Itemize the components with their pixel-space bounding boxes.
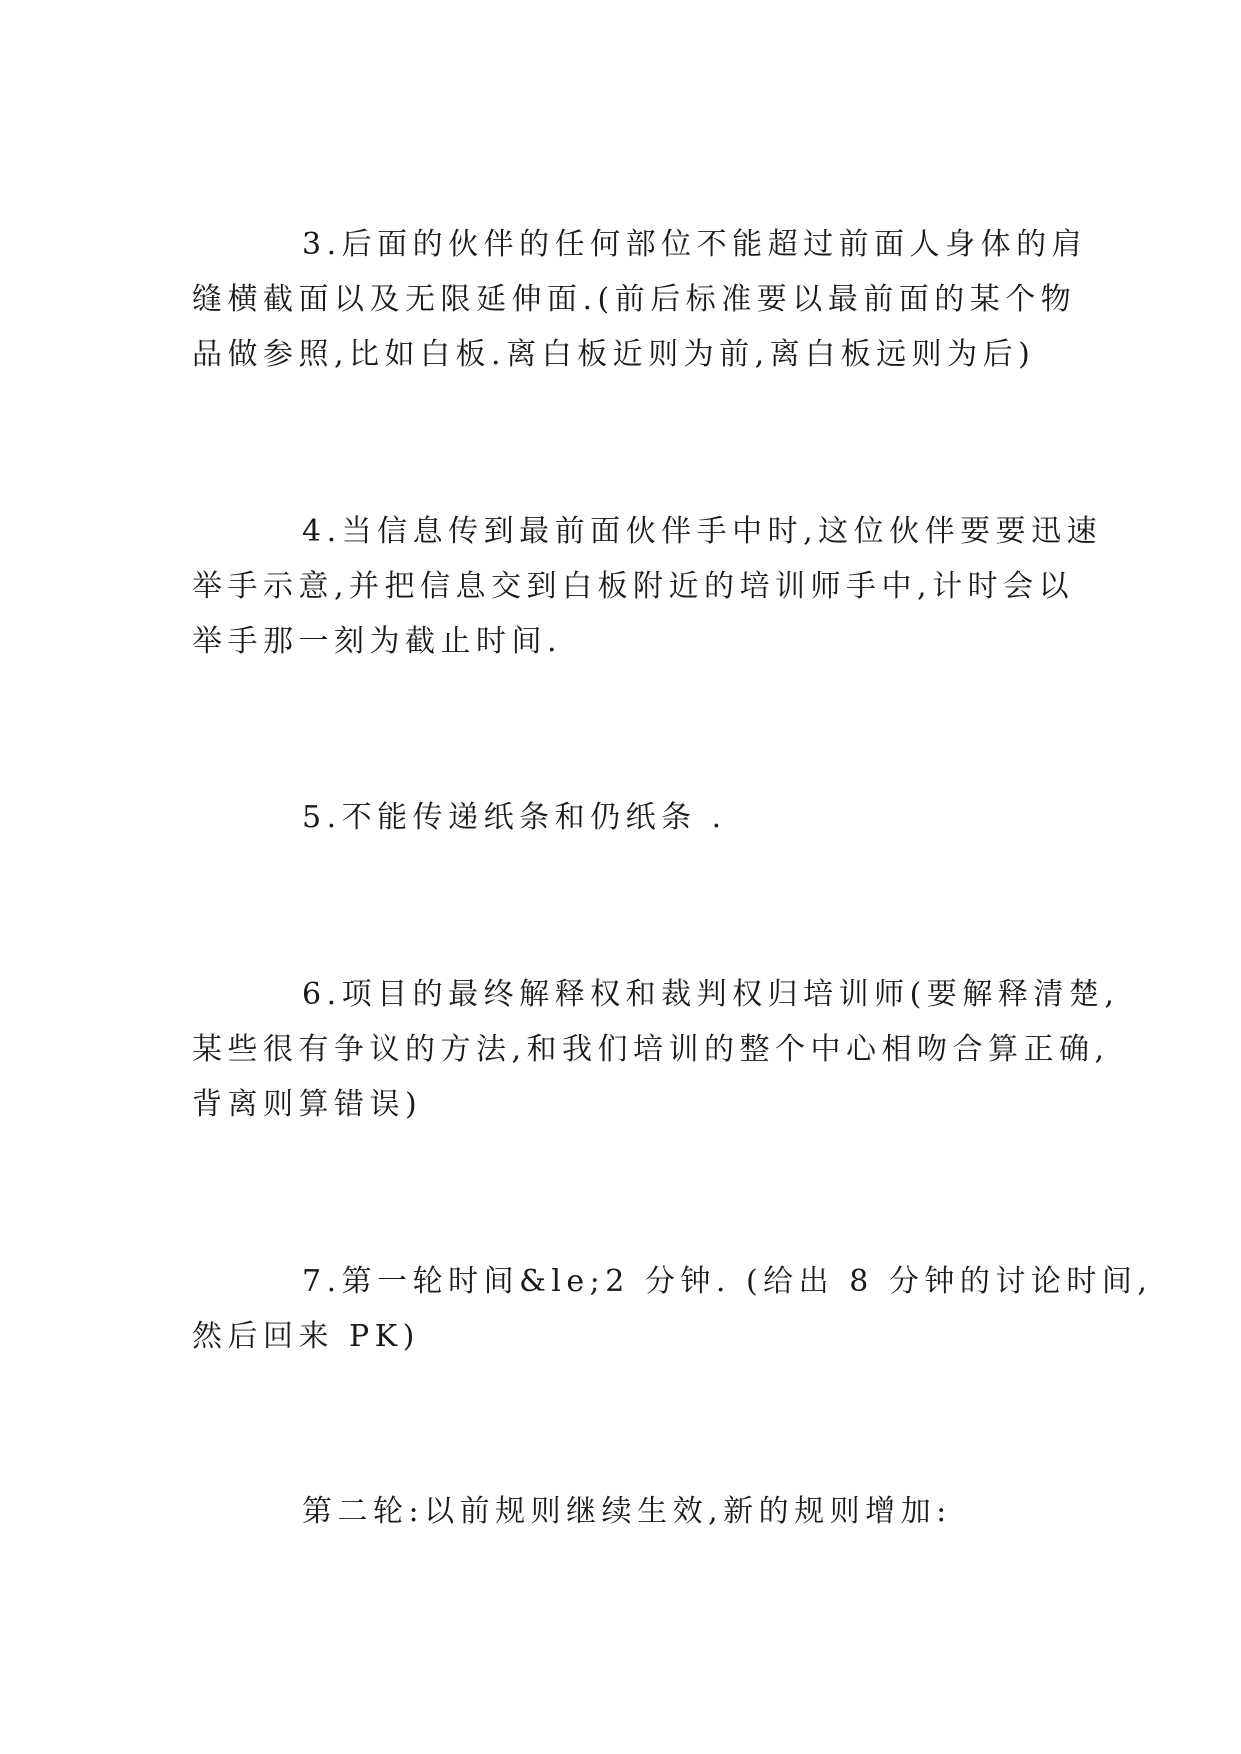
rule-4-line-1: 4.当信息传到最前面伙伴手中时,这位伙伴要要迅速	[302, 514, 1103, 549]
rule-3-line-2: 缝横截面以及无限延伸面.(前后标准要以最前面的某个物	[192, 282, 1077, 317]
rule-7-line-2: 然后回来 PK)	[192, 1319, 420, 1354]
round-2-heading: 第二轮:以前规则继续生效,新的规则增加:	[302, 1494, 952, 1529]
rule-3-line-1: 3.后面的伙伴的任何部位不能超过前面人身体的肩	[302, 227, 1088, 262]
rule-6-line-1: 6.项目的最终解释权和裁判权归培训师(要解释清楚,	[302, 977, 1120, 1012]
rule-4-line-2: 举手示意,并把信息交到白板附近的培训师手中,计时会以	[192, 569, 1075, 604]
rule-7-line-1: 7.第一轮时间&le;2 分钟. (给出 8 分钟的讨论时间,	[302, 1264, 1153, 1299]
rule-6-line-2: 某些很有争议的方法,和我们培训的整个中心相吻合算正确,	[192, 1032, 1110, 1067]
rule-3-line-3: 品做参照,比如白板.离白板近则为前,离白板远则为后)	[192, 337, 1036, 372]
rule-4-line-3: 举手那一刻为截止时间.	[192, 624, 563, 659]
rule-6-line-3: 背离则算错误)	[192, 1087, 423, 1122]
rule-5-line-1: 5.不能传递纸条和仍纸条 .	[302, 800, 727, 835]
